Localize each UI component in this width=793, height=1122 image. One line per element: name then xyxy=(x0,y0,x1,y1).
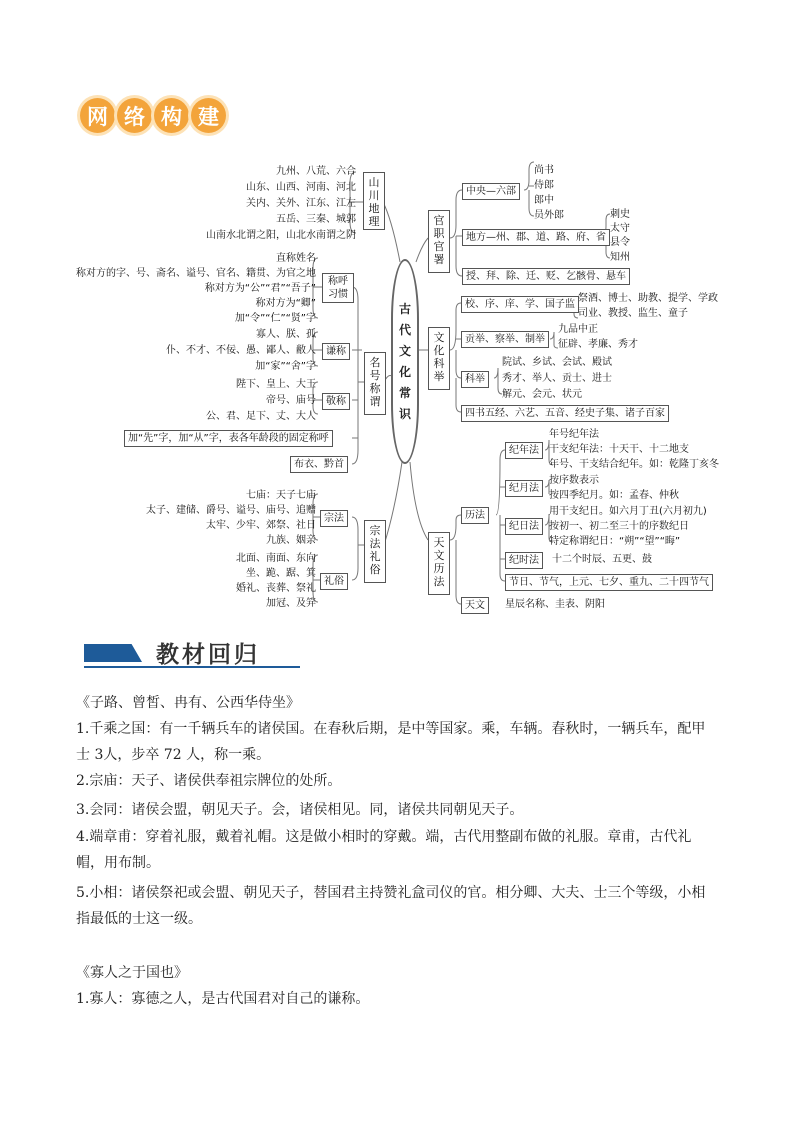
mm-item: 陛下、皇上、大王 xyxy=(236,379,316,390)
article-title: 《子路、曾皙、冉有、公西华侍坐》 xyxy=(76,695,300,711)
mm-node-books: 四书五经、六艺、五音、经史子集、诸子百家 xyxy=(461,405,669,422)
mm-item: 征辟、孝廉、秀才 xyxy=(558,339,638,350)
mm-item: 公、君、足下、丈、大人 xyxy=(206,411,316,422)
mm-node-central: 中央—六部 xyxy=(462,183,520,200)
mm-item: 县令 xyxy=(610,237,630,248)
mm-item: 刺史 xyxy=(610,209,630,220)
mm-item: 侍郎 xyxy=(534,180,554,191)
mm-item: 寡人、朕、孤 xyxy=(256,329,316,340)
mm-item: 九族、姻亲 xyxy=(266,535,316,546)
paragraph: 1.千乘之国：有一千辆兵车的诸侯国。在春秋后期，是中等国家。乘，车辆。春秋时，一辆兵车，配甲士 3人，步卒 72 人，称一乘。 xyxy=(76,721,706,763)
mm-node-wenhua: 文化科举 xyxy=(428,327,450,390)
mm-item: 员外郎 xyxy=(534,210,564,221)
mm-node-local: 地方—州、郡、道、路、府、省 xyxy=(462,229,610,246)
mm-item: 称对方的字、号、斋名、谥号、官名、籍贯、为官之地 xyxy=(76,268,316,279)
mm-item: 七庙：天子七庙 xyxy=(246,490,316,501)
mm-item: 解元、会元、状元 xyxy=(502,389,582,400)
mm-item: 直称姓名 xyxy=(276,253,316,264)
section-title: 教材回归 xyxy=(156,641,260,668)
mm-item: 关内、关外、江东、江左 xyxy=(246,198,356,209)
mm-node-keju: 科举 xyxy=(461,371,489,388)
paragraph: 3.会同：诸侯会盟，朝见天子。会，诸侯相见。同，诸侯共同朝见天子。 xyxy=(76,802,524,818)
mm-item: 婚礼、丧葬、祭礼 xyxy=(236,583,316,594)
mm-item: 九州、八荒、六合 xyxy=(276,166,356,177)
mm-item: 五岳、三秦、城郭 xyxy=(276,214,356,225)
badge-char: 网 xyxy=(80,98,115,133)
mm-node-tianwen: 天文历法 xyxy=(428,532,450,595)
mm-item: 年号、干支结合纪年。如：乾隆丁亥冬 xyxy=(549,459,719,470)
mm-item: 加“家”“舍”字 xyxy=(255,361,316,372)
mm-item: 加冠、及笄 xyxy=(266,598,316,609)
mm-item: 秀才、举人、贡士、进士 xyxy=(502,373,612,384)
mm-item: 院试、乡试、会试、殿试 xyxy=(502,357,612,368)
badge-char: 络 xyxy=(117,98,152,133)
mm-item: 星辰名称、圭表、阴阳 xyxy=(505,599,605,610)
mm-node-zongfa: 宗法礼俗 xyxy=(364,520,386,583)
mm-node-buyi: 布衣、黔首 xyxy=(290,456,348,473)
mm-item: 山南水北谓之阳，山北水南谓之阴 xyxy=(206,230,356,241)
section-flag xyxy=(84,644,142,662)
badge-char: 构 xyxy=(154,98,189,133)
mm-node-jie: 节日、节气，上元、七夕、重九、二十四节气 xyxy=(505,574,713,591)
mm-node-humble: 谦称 xyxy=(322,343,350,360)
mm-item: 按初一、初二至三十的序数纪日 xyxy=(549,521,689,532)
mm-item: 司业、教授、监生、童子 xyxy=(578,308,688,319)
mm-item: 太牢、少牢、郊祭、社日 xyxy=(206,520,316,531)
mm-node-yue: 纪月法 xyxy=(505,480,543,497)
mm-item: 北面、南面、东向 xyxy=(236,553,316,564)
mm-node-lifa: 历法 xyxy=(461,507,489,524)
mm-item: 特定称谓纪日：“朔”“望”“晦” xyxy=(549,536,681,547)
mm-item: 年号纪年法 xyxy=(549,429,599,440)
mm-item: 称对方为“卿” xyxy=(255,298,316,309)
mm-item: 尚书 xyxy=(534,165,554,176)
paragraph: 2.宗庙：天子、诸侯供奉祖宗牌位的处所。 xyxy=(76,773,342,789)
mm-item: 帝号、庙号 xyxy=(266,395,316,406)
mm-node-school: 校、序、庠、学、国子监 xyxy=(461,296,579,313)
section-header xyxy=(84,636,300,668)
mm-node-honor: 敬称 xyxy=(322,393,350,410)
paragraph: 1.寡人：寡德之人，是古代国君对自己的谦称。 xyxy=(76,991,370,1007)
mm-node-habit: 称呼习惯 xyxy=(322,273,354,303)
mm-item: 知州 xyxy=(610,252,630,263)
mm-item: 按四季纪月。如：孟春、仲秋 xyxy=(549,490,679,501)
mm-item: 用干支纪日。如六月丁丑(六月初九) xyxy=(549,506,707,517)
mm-node-shi: 纪时法 xyxy=(505,552,543,569)
mm-item: 按序数表示 xyxy=(549,475,599,486)
mm-item: 太守 xyxy=(610,223,630,234)
mm-item: 九品中正 xyxy=(558,324,598,335)
mm-item: 祭酒、博士、助教、提学、学政 xyxy=(578,293,718,304)
mindmap-center: 古代文化常识 xyxy=(391,259,419,464)
article-title: 《寡人之于国也》 xyxy=(76,965,188,981)
mm-node-verbs: 授、拜、除、迁、贬、乞骸骨、悬车 xyxy=(462,268,630,285)
mm-node-tw: 天文 xyxy=(461,597,489,614)
section-underline xyxy=(84,666,300,668)
mm-item: 仆、不才、不佞、愚、鄙人、敝人 xyxy=(166,345,316,356)
mm-item: 郎中 xyxy=(534,195,554,206)
mm-item: 十二个时辰、五更、鼓 xyxy=(552,554,652,565)
mm-node-zong: 宗法 xyxy=(320,510,348,527)
mm-item: 坐、跪、踞、箕 xyxy=(246,568,316,579)
mm-node-guanzhi: 官职官署 xyxy=(428,210,450,273)
mm-item: 称对方为“公”“君”“吾子” xyxy=(204,283,316,294)
mm-item: 干支纪年法：十天干、十二地支 xyxy=(549,444,689,455)
mm-node-ri: 纪日法 xyxy=(505,518,543,535)
mm-node-shanchuan: 山川地理 xyxy=(363,172,385,230)
paragraph: 5.小相：诸侯祭祀或会盟、朝见天子，替国君主持赞礼盒司仪的官。相分卿、大夫、士三个等级，小相指最低的士这一级。 xyxy=(76,885,706,927)
mm-item: 山东、山西、河南、河北 xyxy=(246,182,356,193)
badge-char: 建 xyxy=(191,98,226,133)
mm-item: 加“令”“仁”“贤”字 xyxy=(234,313,316,324)
mm-node-li: 礼俗 xyxy=(320,573,348,590)
mm-node-recommend: 贡举、察举、制举 xyxy=(461,331,549,348)
mm-node-nian: 纪年法 xyxy=(505,442,543,459)
mm-item: 太子、建储、爵号、谥号、庙号、追赠 xyxy=(146,505,316,516)
mm-node-xian: 加“先”字，加“从”字，表各年龄段的固定称呼 xyxy=(124,430,333,447)
paragraph: 4.端章甫：穿着礼服，戴着礼帽。这是做小相时的穿戴。端，古代用整副布做的礼服。章甫，古代礼帽，用布制。 xyxy=(76,829,692,871)
mm-node-minghao: 名号称谓 xyxy=(364,352,386,415)
